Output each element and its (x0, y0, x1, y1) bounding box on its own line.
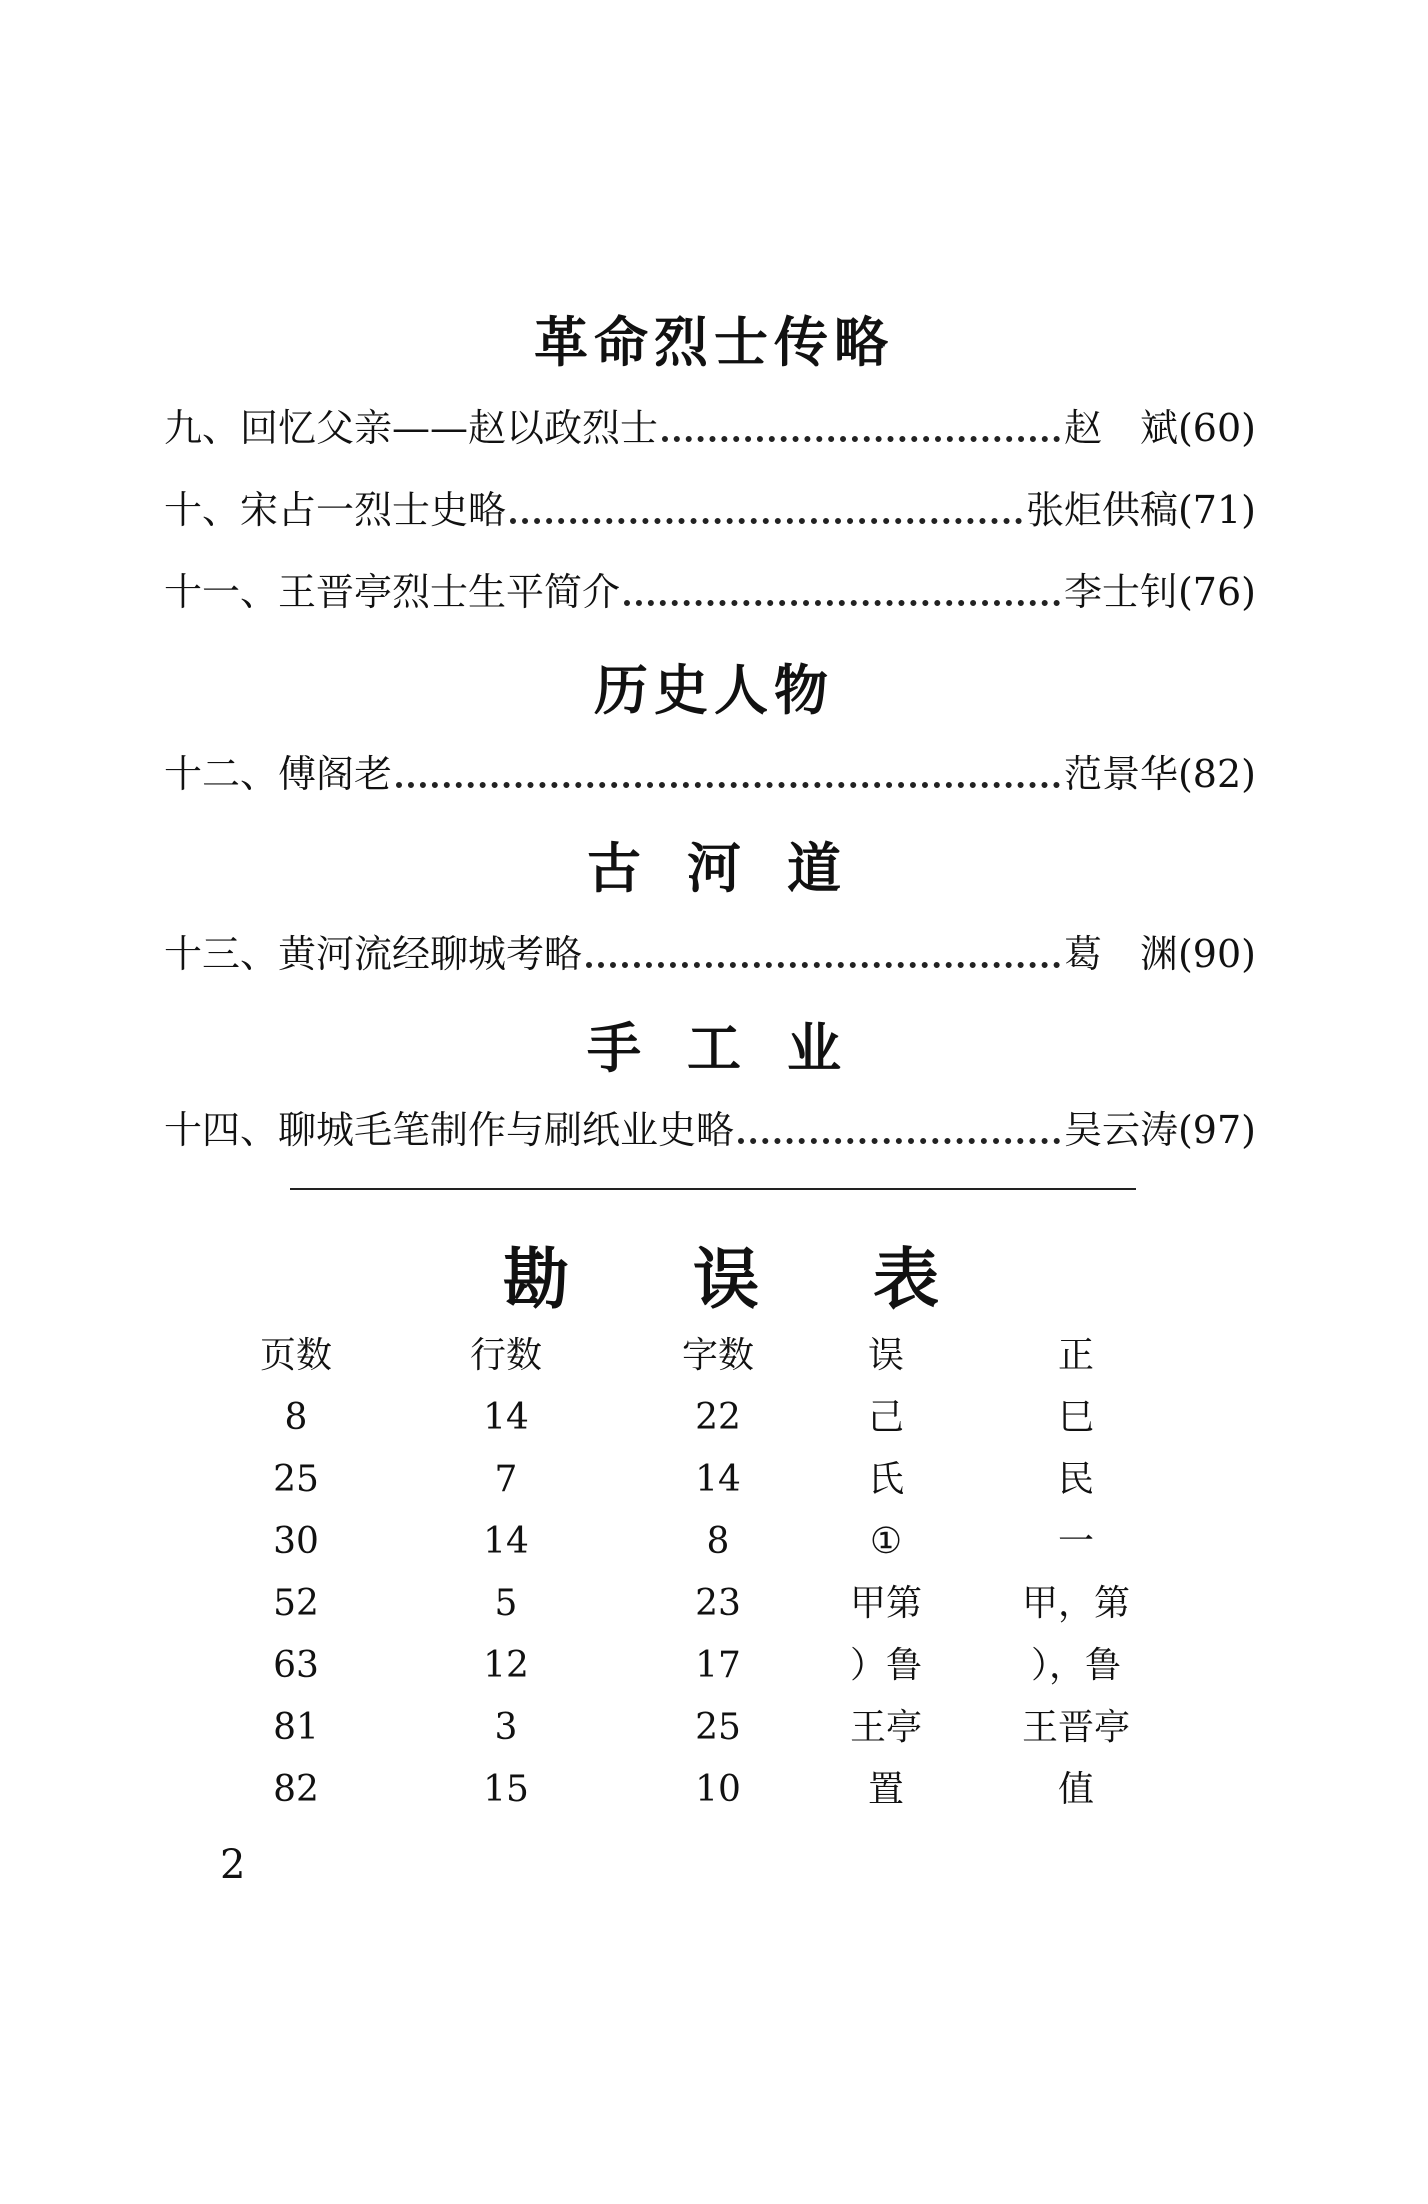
entry-page: (82) (1177, 752, 1256, 796)
cell-page: 63 (273, 1645, 319, 1686)
errata-title-char: 误 (693, 1240, 759, 1318)
toc-entry[interactable] (164, 482, 1256, 538)
entry-title: 黄河流经聊城考略 (278, 932, 583, 976)
entry-author: 张炬供稿 (1025, 488, 1178, 532)
dot-leader (738, 1138, 1060, 1144)
dot-leader (510, 518, 1022, 524)
cell-wrong: 王亭 (849, 1707, 922, 1748)
cell-line: 5 (494, 1583, 518, 1624)
table-row (0, 1697, 1428, 1759)
cell-char: 8 (706, 1521, 730, 1562)
entry-number: 十四、 (164, 1108, 279, 1152)
header-wrong: 误 (867, 1335, 904, 1376)
cell-char: 22 (695, 1397, 741, 1438)
errata-title (0, 1226, 1428, 1316)
entry-page: (90) (1177, 932, 1256, 976)
dot-leader (624, 600, 1060, 606)
table-row (0, 1635, 1428, 1697)
cell-page: 25 (273, 1459, 319, 1500)
page-number: 2 (220, 1842, 246, 1888)
cell-char: 17 (695, 1645, 741, 1686)
cell-line: 12 (483, 1645, 529, 1686)
divider (290, 1188, 1136, 1190)
entry-number: 十三、 (164, 932, 279, 976)
cell-wrong: 己 (867, 1397, 904, 1438)
entry-author: 李士钊 (1063, 570, 1178, 614)
cell-correct: 甲，第 (1021, 1583, 1130, 1624)
entry-author: 葛 渊 (1063, 932, 1178, 976)
header-page: 页数 (259, 1335, 332, 1376)
entry-author: 赵 斌 (1063, 406, 1178, 450)
entry-page: (60) (1177, 406, 1256, 450)
entry-title: 王晋亭烈士生平简介 (278, 570, 621, 614)
entry-page: (71) (1177, 488, 1256, 532)
cell-page: 81 (273, 1707, 319, 1748)
cell-line: 15 (483, 1769, 529, 1810)
header-line: 行数 (469, 1335, 542, 1376)
cell-char: 23 (695, 1583, 741, 1624)
cell-page: 82 (273, 1769, 319, 1810)
errata-title-char: 表 (873, 1240, 939, 1318)
toc-entry[interactable] (164, 1102, 1256, 1158)
section-heading-ancient-river: 古河道 (587, 836, 887, 900)
cell-page: 52 (273, 1583, 319, 1624)
entry-title: 回忆父亲——赵以政烈士 (240, 406, 659, 450)
entry-page: (76) (1177, 570, 1256, 614)
cell-wrong: ① (869, 1521, 903, 1562)
entry-title: 聊城毛笔制作与刷纸业史略 (278, 1108, 735, 1152)
entry-number: 九、 (164, 406, 241, 450)
section-heading-revolutionary-martyrs: 革命烈士传略 (534, 310, 894, 374)
cell-correct: 巳 (1057, 1397, 1094, 1438)
entry-title: 傅阁老 (278, 752, 393, 796)
entry-author: 吴云涛 (1063, 1108, 1178, 1152)
cell-correct: 民 (1057, 1459, 1094, 1500)
cell-line: 7 (494, 1459, 518, 1500)
toc-entry[interactable] (164, 926, 1256, 982)
toc-entry[interactable] (164, 564, 1256, 620)
cell-char: 10 (695, 1769, 741, 1810)
cell-page: 30 (273, 1521, 319, 1562)
dot-leader (662, 436, 1060, 442)
entry-page: (97) (1177, 1108, 1256, 1152)
section-heading-handicraft: 手工业 (587, 1016, 887, 1080)
cell-wrong: 置 (867, 1769, 904, 1810)
dot-leader (396, 782, 1060, 788)
cell-correct: 王晋亭 (1021, 1707, 1130, 1748)
errata-title-char: 勘 (503, 1240, 569, 1318)
cell-page: 8 (284, 1397, 308, 1438)
entry-title: 宋占一烈士史略 (240, 488, 507, 532)
header-char: 字数 (681, 1335, 754, 1376)
entry-number: 十一、 (164, 570, 279, 614)
table-row (0, 1759, 1428, 1821)
entry-author: 范景华 (1063, 752, 1178, 796)
dot-leader (586, 962, 1060, 968)
cell-correct: 值 (1057, 1769, 1094, 1810)
toc-entry[interactable] (164, 400, 1256, 456)
table-row (0, 1387, 1428, 1449)
cell-correct: 一 (1057, 1521, 1094, 1562)
header-correct: 正 (1057, 1335, 1094, 1376)
table-row (0, 1573, 1428, 1635)
table-row (0, 1511, 1428, 1573)
cell-char: 25 (695, 1707, 741, 1748)
entry-number: 十、 (164, 488, 241, 532)
cell-wrong: 氏 (867, 1459, 904, 1500)
cell-wrong: ）鲁 (849, 1645, 922, 1686)
cell-line: 3 (494, 1707, 518, 1748)
cell-char: 14 (695, 1459, 741, 1500)
section-heading-historical-figures: 历史人物 (594, 658, 834, 722)
table-row (0, 1449, 1428, 1511)
cell-line: 14 (483, 1521, 529, 1562)
cell-line: 14 (483, 1397, 529, 1438)
cell-wrong: 甲第 (849, 1583, 922, 1624)
entry-number: 十二、 (164, 752, 279, 796)
cell-correct: ），鲁 (1030, 1645, 1121, 1686)
toc-entry[interactable] (164, 746, 1256, 802)
errata-header-row (0, 1325, 1428, 1387)
